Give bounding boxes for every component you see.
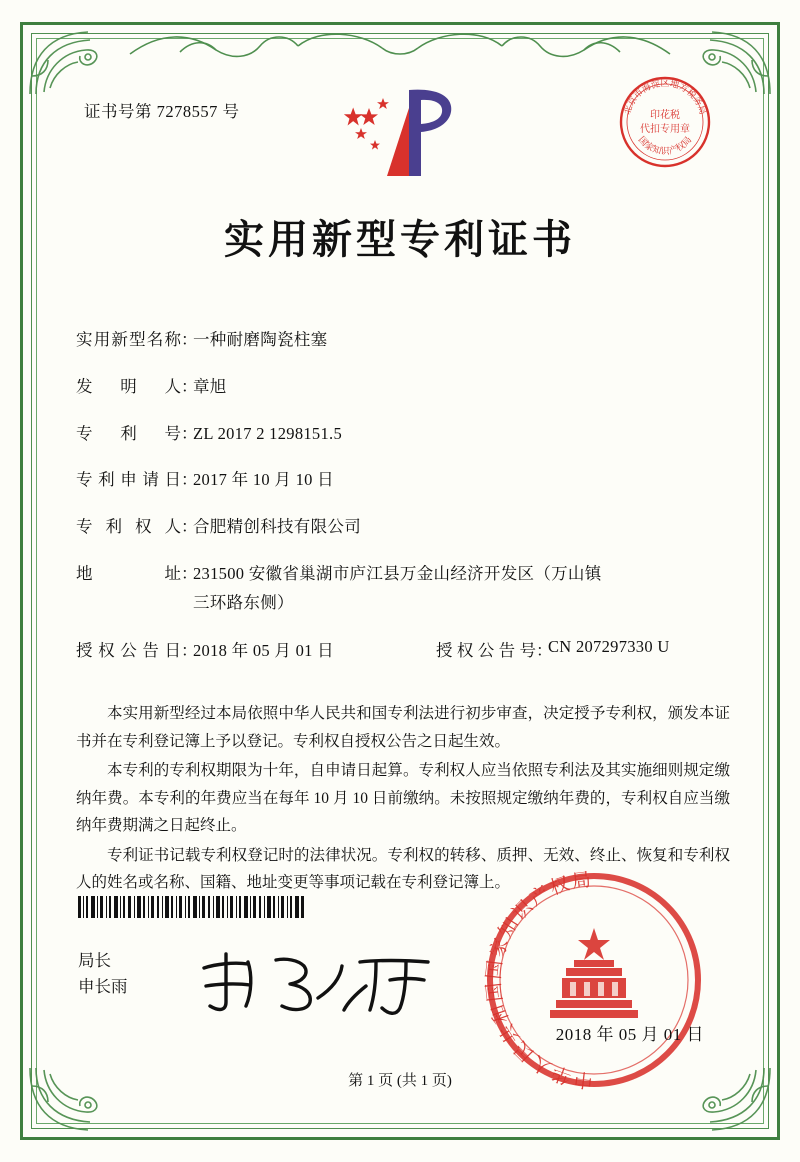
tax-stamp-icon [600, 60, 730, 190]
top-scroll-ornament [120, 28, 680, 64]
field-colon: ： [181, 563, 198, 583]
handwritten-signature [190, 940, 460, 1020]
svg-text:中华人民共和国国家知识产权局: 中华人民共和国国家知识产权局 [482, 868, 595, 1092]
field-colon: ： [181, 330, 198, 349]
address-line-2: 三环路东侧） [193, 592, 294, 612]
svg-text:印花税: 印花税 [650, 110, 680, 121]
field-list [76, 328, 730, 669]
signature-role-label: 局长 [78, 951, 111, 970]
seal-date: 2018 年 05 月 01 日 [555, 1025, 704, 1044]
publication-number-group [436, 637, 730, 661]
svg-text:国家知识产权局: 国家知识产权局 [635, 135, 695, 157]
field-label: 实用新型名称 [76, 330, 181, 349]
publication-date-label: 授权公告日 [76, 641, 181, 661]
publication-number-value: CN 207297330 U [548, 637, 670, 657]
field-row-patentee [76, 515, 730, 540]
field-row-patent-number [76, 422, 730, 447]
field-colon: ： [181, 423, 198, 443]
svg-text:北京市海淀区地方税务局: 北京市海淀区地方税务局 [622, 79, 708, 117]
field-value: ZL 2017 2 1298151.5 [193, 423, 342, 443]
official-seal [474, 860, 714, 1100]
field-colon: ： [536, 641, 553, 661]
field-value: 一种耐磨陶瓷柱塞 [193, 330, 328, 349]
field-colon: ： [181, 641, 198, 661]
field-label: 专利权人 [76, 517, 181, 536]
field-row-title [76, 328, 730, 353]
svg-text:代扣专用章: 代扣专用章 [640, 124, 690, 135]
page-title: 实用新型专利证书 [224, 216, 576, 263]
paragraph-1: 本实用新型经过本局依照中华人民共和国专利法进行初步审查，决定授予专利权，颁发本证书并在专利登记簿上予以登记。专利权自授权公告之日起生效。 [76, 705, 730, 750]
field-colon: ： [181, 376, 198, 396]
page-footer: 第 1 页 (共 1 页) [348, 1073, 452, 1089]
paragraph-3: 专利证书记载专利权登记时的法律状况。专利权的转移、质押、无效、终止、恢复和专利权人的姓名或名称、国籍、地址变更等事项记载在专利登记簿上。 [76, 846, 730, 892]
field-row-application-date [76, 468, 730, 493]
field-row-address [76, 562, 730, 616]
paragraph-2: 本专利的专利权期限为十年，自申请日起算。专利权人应当依照专利法及其实施细则规定缴纳年费。本专利的年费应当在每年 10 月 10 日前缴纳。未按照规定缴纳年费的，专利权自应当缴纳年费期满之日起终止。 [76, 762, 730, 835]
signature-name: 申长雨 [78, 977, 128, 997]
field-value: 章旭 [193, 376, 227, 396]
address-line-1: 231500 安徽省巢湖市庐江县万金山经济开发区（万山镇 [193, 563, 602, 583]
publication-row [76, 637, 730, 661]
field-value: 2017 年 10 月 10 日 [193, 470, 334, 490]
field-row-inventor [76, 375, 730, 400]
field-label: 专利申请日 [76, 470, 181, 490]
certificate-content [60, 60, 740, 1102]
signature-block [78, 948, 128, 1001]
field-label: 地址 [76, 563, 181, 583]
field-colon: ： [181, 517, 198, 536]
field-colon: ： [181, 470, 198, 490]
field-value-address [193, 562, 730, 616]
certificate-number: 证书号第 7278557 号 [84, 102, 240, 121]
field-label: 发明人 [76, 376, 181, 396]
field-label: 专利号 [76, 423, 181, 443]
field-value: 合肥精创科技有限公司 [193, 517, 361, 536]
barcode [78, 896, 306, 918]
publication-date-value: 2018 年 05 月 01 日 [193, 641, 334, 661]
publication-date-group [76, 637, 436, 661]
sipo-logo-icon [325, 80, 475, 190]
publication-number-label: 授权公告号 [436, 641, 536, 661]
